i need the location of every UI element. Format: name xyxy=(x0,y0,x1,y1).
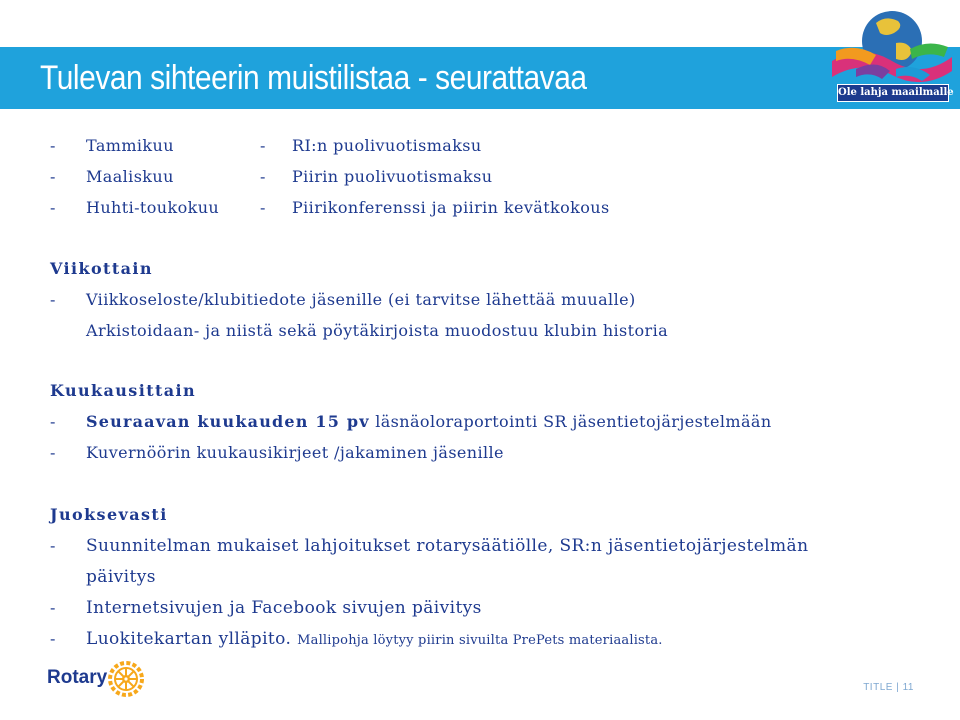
list-dash: - xyxy=(50,598,56,617)
slide-label: TITLE xyxy=(863,682,893,693)
ongoing-heading: Juoksevasti xyxy=(50,505,168,524)
page-number: 11 xyxy=(902,682,914,693)
rotary-wheel-icon xyxy=(107,660,145,698)
list-dash: - xyxy=(50,536,56,555)
ongoing-item: Internetsivujen ja Facebook sivujen päivitys xyxy=(86,598,482,618)
monthly-item-deadline: Seuraavan kuukauden 15 pv xyxy=(86,412,370,431)
rotary-wordmark: Rotary xyxy=(47,667,108,688)
schedule-period: Tammikuu xyxy=(86,136,174,155)
ongoing-item-note: Mallipohja löytyy piirin sivuilta PrePets materiaalista. xyxy=(297,633,663,648)
slide-footer xyxy=(863,682,914,693)
list-dash: - xyxy=(50,198,56,217)
ongoing-item: Suunnitelman mukaiset lahjoitukset rotarysäätiölle, SR:n jäsentietojärjestelmän xyxy=(86,536,809,556)
schedule-task: Piirin puolivuotismaksu xyxy=(292,167,493,186)
ongoing-item xyxy=(86,629,663,649)
schedule-period: Huhti-toukokuu xyxy=(86,198,220,217)
list-dash: - xyxy=(50,167,56,186)
ongoing-item-text: Luokitekartan ylläpito. xyxy=(86,629,292,649)
slide-title: Tulevan sihteerin muistilistaa - seurattavaa xyxy=(40,59,587,97)
list-dash: - xyxy=(50,629,56,648)
logo-caption: Ole lahja maailmalle xyxy=(837,84,949,102)
weekly-item-continuation: Arkistoidaan- ja niistä sekä pöytäkirjoista muodostuu klubin historia xyxy=(86,321,669,340)
list-dash: - xyxy=(260,198,266,217)
list-dash: - xyxy=(50,136,56,155)
monthly-heading: Kuukausittain xyxy=(50,381,197,400)
ongoing-item-continuation: päivitys xyxy=(86,567,156,587)
list-dash: - xyxy=(50,290,56,309)
list-dash: - xyxy=(50,443,56,462)
schedule-period: Maaliskuu xyxy=(86,167,174,186)
weekly-item: Viikkoseloste/klubitiedote jäsenille (ei tarvitse lähettää muualle) xyxy=(86,290,636,309)
monthly-item xyxy=(86,412,772,431)
weekly-heading: Viikottain xyxy=(50,259,153,278)
list-dash: - xyxy=(260,167,266,186)
schedule-task: Piirikonferenssi ja piirin kevätkokous xyxy=(292,198,610,217)
monthly-item-text: läsnäoloraportointi SR jäsentietojärjestelmään xyxy=(369,412,772,431)
monthly-item: Kuvernöörin kuukausikirjeet /jakaminen jäsenille xyxy=(86,443,504,462)
list-dash: - xyxy=(260,136,266,155)
list-dash: - xyxy=(50,412,56,431)
schedule-task: RI:n puolivuotismaksu xyxy=(292,136,482,155)
footer-separator: | xyxy=(896,682,900,693)
